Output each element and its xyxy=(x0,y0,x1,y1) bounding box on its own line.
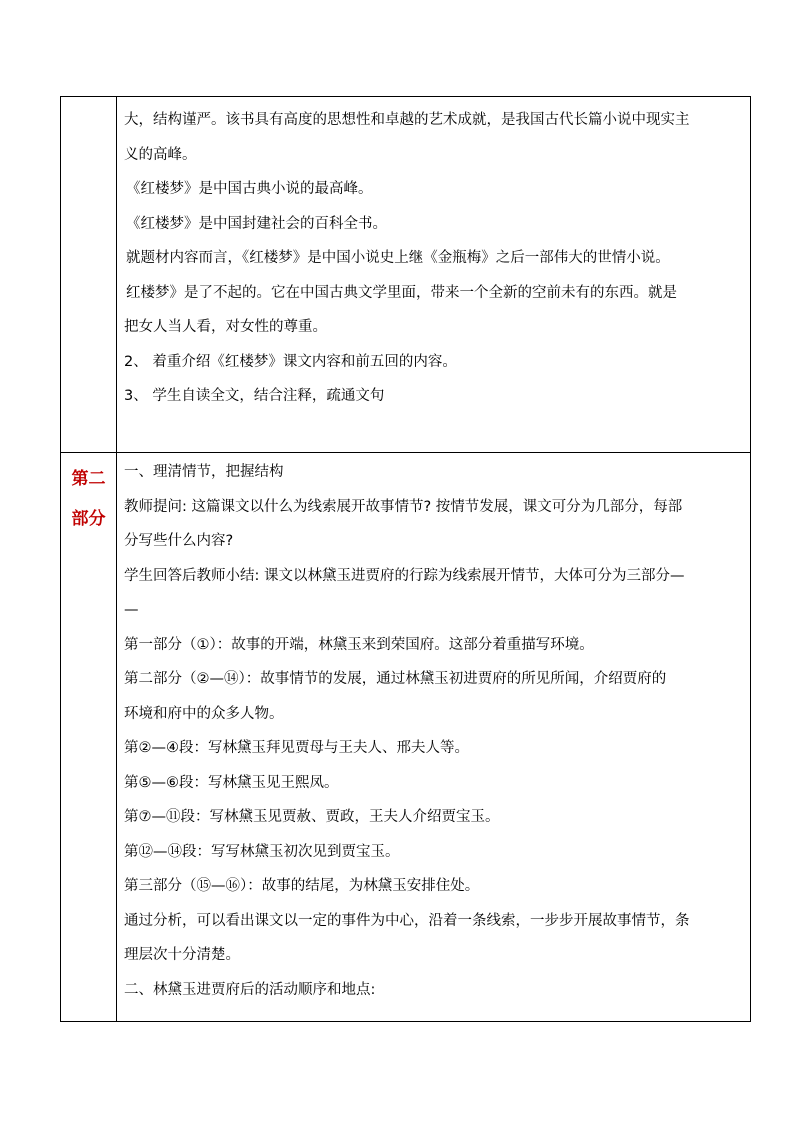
content-text-block xyxy=(117,453,750,1007)
text-line: 第②—④段：写林黛玉拜见贾母与王夫人、邢夫人等。 xyxy=(124,740,469,756)
lesson-plan-table xyxy=(60,96,751,1022)
text-line: 把女人当人看，对女性的尊重。 xyxy=(124,319,327,335)
text-line: 二、林黛玉进贾府后的活动顺序和地点: xyxy=(124,981,376,998)
section-label-line: 部分 xyxy=(71,509,106,529)
text-line: 第二部分（②—⑭）：故事情节的发展，通过林黛玉初进贾府的所见所闻，介绍贾府的 xyxy=(124,671,667,687)
text-line: 第⑦—⑪段：写林黛玉见贾赦、贾政，王夫人介绍贾宝玉。 xyxy=(124,809,500,825)
text-line: 通过分析，可以看出课文以一定的事件为中心，沿着一条线索，一步步开展故事情节，条 xyxy=(124,912,690,929)
text-line: 2、 着重介绍《红楼梦》课文内容和前五回的内容。 xyxy=(124,353,457,370)
text-line: 环境和府中的众多人物。 xyxy=(124,705,284,722)
section-label xyxy=(61,453,116,539)
section-label-cell xyxy=(61,97,117,453)
content-text-block xyxy=(117,97,750,414)
content-cell xyxy=(117,453,751,1022)
text-line: 第⑫—⑭段：写写林黛玉初次见到贾宝玉。 xyxy=(124,843,400,860)
section-label-cell xyxy=(61,453,117,1022)
section-label-line: 第二 xyxy=(71,469,106,489)
text-line: 3、 学生自读全文，结合注释，疏通文句 xyxy=(124,388,385,404)
text-line: 就题材内容而言，《红楼梦》是中国小说史上继《金瓶梅》之后一部伟大的世情小说。 xyxy=(126,250,670,266)
text-line: 第三部分（⑮—⑯）：故事的结尾，为林黛玉安排住处。 xyxy=(124,878,480,894)
text-line: 学生回答后教师小结: 课文以林黛玉进贾府的行踪为线索展开情节，大体可分为三部分— xyxy=(124,567,685,584)
text-line: 一、理清情节，把握结构 xyxy=(124,464,284,480)
text-line: 大，结构谨严。该书具有高度的思想性和卓越的艺术成就，是我国古代长篇小说中现实主 xyxy=(124,112,690,128)
text-line: 义的高峰。 xyxy=(124,146,197,163)
text-line: 《红楼梦》是中国封建社会的百科全书。 xyxy=(126,215,387,232)
text-line: 《红楼梦》是中国古典小说的最高峰。 xyxy=(126,181,373,197)
text-line: 红楼梦》是了不起的。它在中国古典文学里面，带来一个全新的空前未有的东西。就是 xyxy=(126,284,677,301)
text-line: 理层次十分清楚。 xyxy=(124,947,240,963)
content-cell xyxy=(117,97,751,453)
text-line: 分写些什么内容? xyxy=(124,533,234,549)
table-row xyxy=(61,453,751,1022)
text-line: 教师提问: 这篇课文以什么为线索展开故事情节? 按情节发展，课文可分为几部分，每部 xyxy=(124,498,683,515)
text-line: 第一部分（①）：故事的开端，林黛玉来到荣国府。这部分着重描写环境。 xyxy=(124,636,594,653)
table-row xyxy=(61,97,751,453)
text-line: — xyxy=(124,602,139,618)
text-line: 第⑤—⑥段：写林黛玉见王熙凤。 xyxy=(124,774,339,791)
